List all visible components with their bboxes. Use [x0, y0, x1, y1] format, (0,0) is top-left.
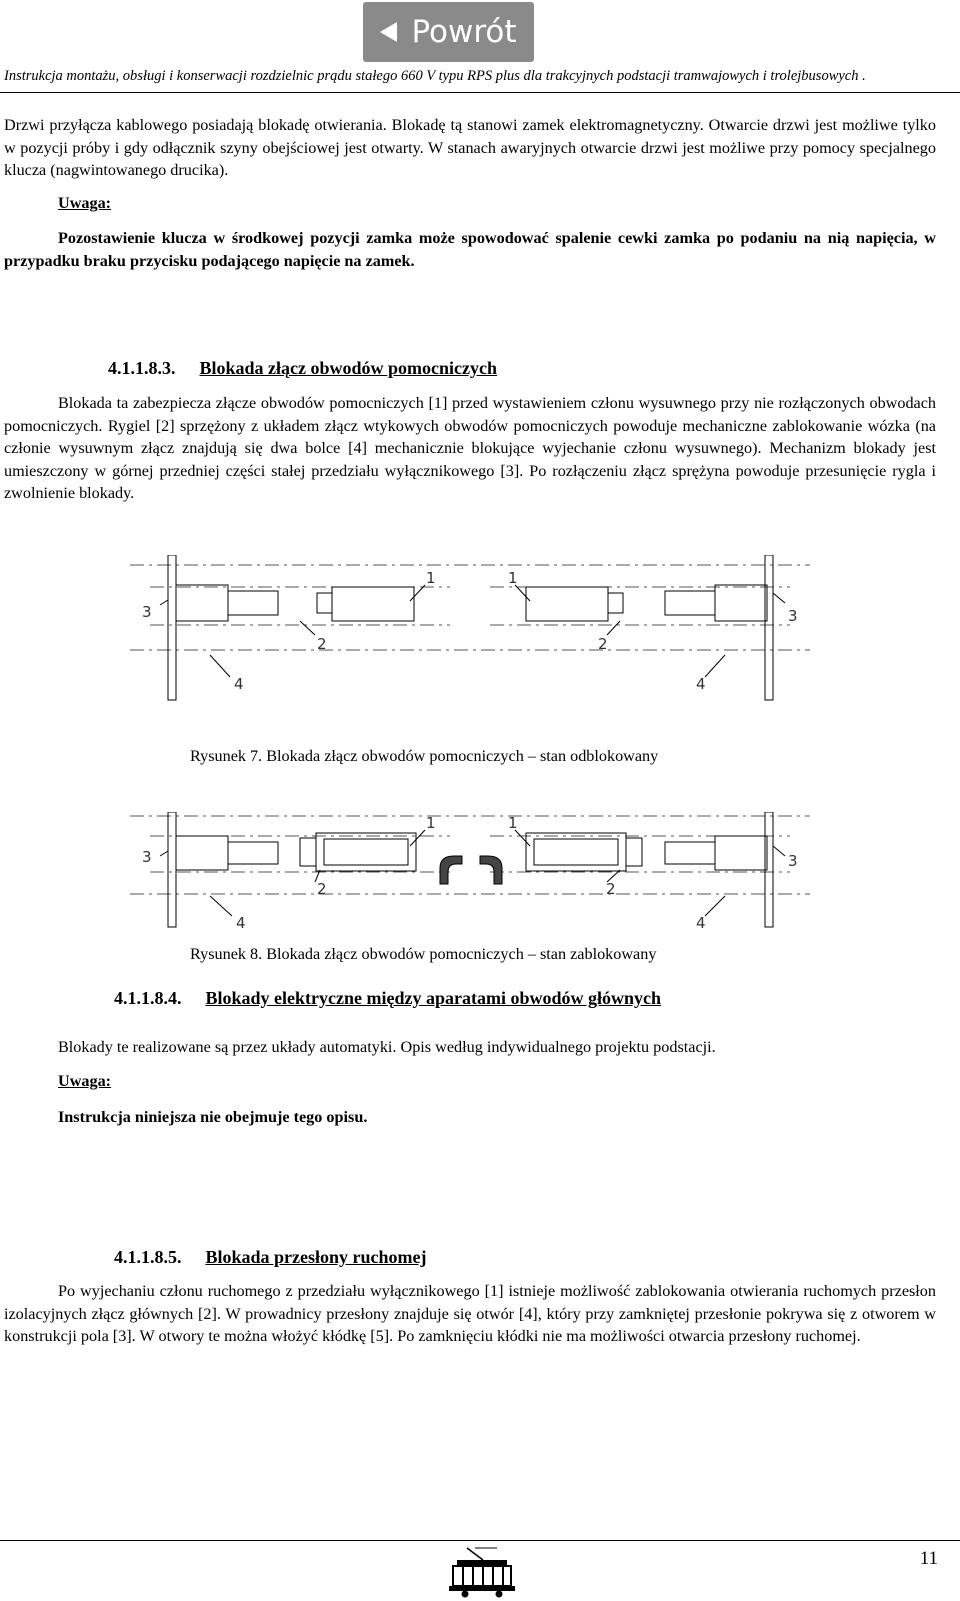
fig7-label-4-left: 4 — [234, 675, 244, 693]
fig7-label-3-right: 3 — [788, 607, 798, 625]
fig8-label-1-right: 1 — [508, 814, 518, 832]
header-divider — [0, 92, 960, 93]
section-4-note-text: Instrukcja niniejsza nie obejmuje tego opisu. — [58, 1108, 368, 1126]
fig7-label-3-left: 3 — [142, 603, 152, 621]
back-arrow-icon — [380, 22, 397, 42]
fig7-label-1-left: 1 — [426, 569, 436, 587]
figure-8-caption: Rysunek 8. Blokada złącz obwodów pomocniczych – stan zablokowany — [190, 945, 657, 963]
section-3-heading — [108, 358, 497, 379]
back-button[interactable] — [363, 2, 534, 62]
fig8-label-2-right: 2 — [606, 880, 616, 898]
figure-7-caption: Rysunek 7. Blokada złącz obwodów pomocniczych – stan odblokowany — [190, 747, 659, 765]
section-5-title: Blokada przesłony ruchomej — [205, 1247, 427, 1267]
intro-note-text: Pozostawienie klucza w środkowej pozycji zamka może spowodować spalenie cewki zamka po podaniu na nią napięcia, w przypadku braku przycisku podającego napięcie na zamek. — [4, 229, 936, 270]
fig7-label-4-right: 4 — [696, 675, 706, 693]
section-3-paragraph: Blokada ta zabezpiecza złącze obwodów pomocniczych [1] przed wystawieniem członu wysuwnego przy nie rozłączonych obwodach pomocniczych. Rygiel [2] sprzężony z układem złącz wtykowych obwodów pomocniczych powoduje mechaniczne zablokowanie wózka (na członie wysuwnym złącz znajdują się dwa bolce [4] mechanicznie blokujące wyjechanie członu wysuwnego). Mechanizm blokady jest umieszczony w górnej przedniej części stałej przedziału wyłącznikowego [3]. Po rozłączeniu złącz sprężyna powoduje przesunięcie rygla i zwolnienie blokady. — [4, 394, 936, 502]
figure-8-diagram — [120, 812, 820, 947]
fig8-label-1-left: 1 — [426, 814, 436, 832]
section-4-title: Blokady elektryczne między aparatami obwodów głównych — [205, 988, 661, 1008]
section-3-number: 4.1.1.8.3. — [108, 358, 176, 378]
section-5-heading — [114, 1247, 427, 1268]
fig8-label-3-left: 3 — [142, 848, 152, 866]
section-4-number: 4.1.1.8.4. — [114, 988, 182, 1008]
document-header: Instrukcja montażu, obsługi i konserwacji rozdzielnic prądu stałego 660 V typu RPS plus dla trakcyjnych podstacji tramwajowych i trolejbusowych . — [4, 68, 866, 84]
fig8-label-2-left: 2 — [317, 880, 327, 898]
footer-divider — [0, 1540, 960, 1541]
fig7-label-1-right: 1 — [508, 569, 518, 587]
intro-paragraph: Drzwi przyłącza kablowego posiadają blokadę otwierania. Blokadę tą stanowi zamek elektromagnetyczny. Otwarcie drzwi jest możliwe tylko w pozycji próby i gdy odłącznik szyny obejściowej jest otwarty. W stanach awaryjnych otwarcie drzwi jest możliwe przy pomocy specjalnego klucza (nagwintowanego drucika). — [4, 116, 936, 179]
section-5-paragraph: Po wyjechaniu członu ruchomego z przedziału wyłącznikowego [1] istnieje możliwość zablokowania otwierania ruchomych przesłon izolacyjnych złącz głównych [2]. W prowadnicy przesłony znajduje się otwór [4], który przy zamkniętej przesłonie pokrywa się z otworem w konstrukcji pola [3]. W otwory te można włożyć kłódkę [5]. Po zamknięciu kłódki nie ma możliwości otwarcia przesłony ruchomej. — [4, 1282, 936, 1345]
section-5-number: 4.1.1.8.5. — [114, 1247, 182, 1267]
fig7-label-2-left: 2 — [317, 635, 327, 653]
fig7-label-2-right: 2 — [598, 635, 608, 653]
figure-7-diagram — [120, 555, 820, 705]
section-4-paragraph: Blokady te realizowane są przez układy automatyki. Opis według indywidualnego projektu podstacji. — [58, 1038, 716, 1056]
fig8-label-4-left: 4 — [236, 914, 246, 932]
fig8-label-4-right: 4 — [696, 914, 706, 932]
section-3-title: Blokada złącz obwodów pomocniczych — [199, 358, 498, 378]
intro-note-label: Uwaga: — [58, 194, 112, 212]
page-number: 11 — [919, 1548, 938, 1569]
back-button-label: Powrót — [411, 14, 517, 50]
tram-logo-icon — [445, 1546, 520, 1598]
section-4-note-label: Uwaga: — [58, 1072, 112, 1090]
section-4-heading — [114, 988, 661, 1009]
fig8-label-3-right: 3 — [788, 852, 798, 870]
